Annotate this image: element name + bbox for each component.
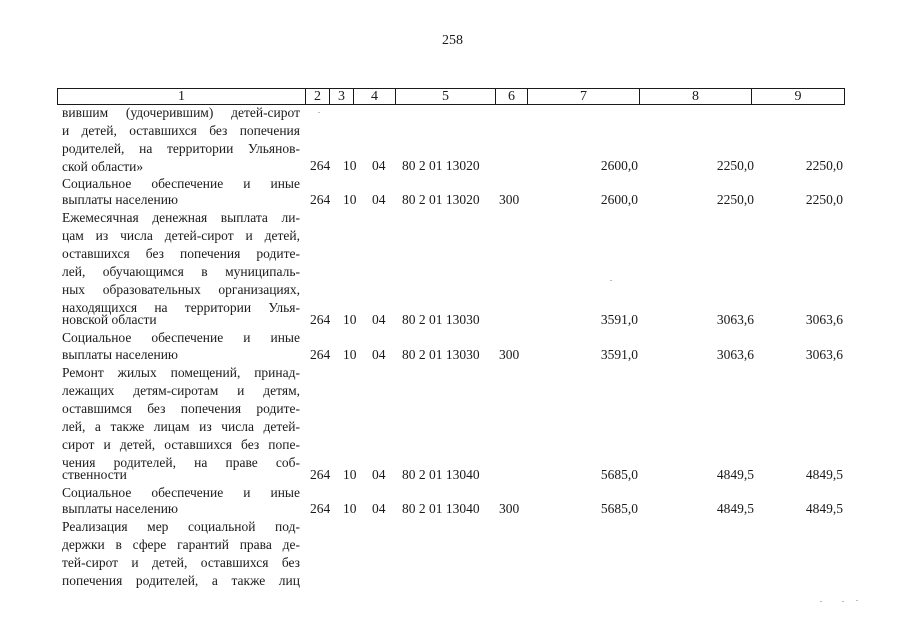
description-line: оставшимся без попечения родите- bbox=[62, 401, 300, 416]
description-line: сирот и детей, оставшихся без попе- bbox=[62, 437, 300, 452]
section-code: 10 bbox=[343, 158, 357, 173]
header-col-5: 5 bbox=[396, 89, 496, 104]
table-header-row bbox=[57, 88, 845, 105]
scan-speck bbox=[318, 112, 320, 113]
target-article-code: 80 2 01 13040 bbox=[402, 501, 480, 516]
description-line: лей, а также лицам из числа детей- bbox=[62, 419, 300, 434]
description-line: лей, обучающимся в муниципаль- bbox=[62, 264, 300, 279]
section-code: 10 bbox=[343, 312, 357, 327]
admin-code: 264 bbox=[310, 158, 331, 173]
description-line: Реализация мер социальной под- bbox=[62, 519, 300, 534]
admin-code: 264 bbox=[310, 347, 331, 362]
description-line: выплаты населению bbox=[62, 192, 179, 207]
amount-col-8: 3063,6 bbox=[716, 347, 754, 362]
section-code: 10 bbox=[343, 192, 357, 207]
description-line: Ремонт жилых помещений, принад- bbox=[62, 365, 300, 380]
header-col-1: 1 bbox=[58, 89, 306, 104]
section-code: 10 bbox=[343, 501, 357, 516]
description-line: лежащих детям-сиротам и детям, bbox=[62, 383, 300, 398]
target-article-code: 80 2 01 13030 bbox=[402, 312, 480, 327]
amount-col-8: 4849,5 bbox=[716, 501, 754, 516]
scan-speck bbox=[610, 280, 612, 281]
page-number: 258 bbox=[442, 33, 463, 48]
description-line: Ежемесячная денежная выплата ли- bbox=[62, 210, 300, 225]
amount-col-9: 4849,5 bbox=[805, 501, 843, 516]
scan-speck bbox=[820, 601, 822, 602]
scan-speck bbox=[842, 601, 844, 602]
subsection-code: 04 bbox=[372, 192, 386, 207]
amount-col-7: 3591,0 bbox=[600, 347, 638, 362]
description-line: вившим (удочерившим) детей-сирот bbox=[62, 105, 300, 120]
amount-col-7: 5685,0 bbox=[600, 467, 638, 482]
amount-col-9: 3063,6 bbox=[805, 312, 843, 327]
description-line: держки в сфере гарантий права де- bbox=[62, 537, 300, 552]
admin-code: 264 bbox=[310, 467, 331, 482]
amount-col-9: 3063,6 bbox=[805, 347, 843, 362]
description-line: попечения родителей, а также лиц bbox=[62, 573, 300, 588]
description-line: новской области bbox=[62, 312, 157, 327]
subsection-code: 04 bbox=[372, 501, 386, 516]
description-line: ской области» bbox=[62, 159, 144, 174]
amount-col-7: 2600,0 bbox=[600, 192, 638, 207]
subsection-code: 04 bbox=[372, 158, 386, 173]
amount-col-8: 4849,5 bbox=[716, 467, 754, 482]
header-col-8: 8 bbox=[640, 89, 752, 104]
header-col-4: 4 bbox=[354, 89, 396, 104]
header-col-6: 6 bbox=[496, 89, 528, 104]
description-line: родителей, на территории Ульянов- bbox=[62, 141, 300, 156]
admin-code: 264 bbox=[310, 312, 331, 327]
amount-col-7: 3591,0 bbox=[600, 312, 638, 327]
subsection-code: 04 bbox=[372, 347, 386, 362]
subsection-code: 04 bbox=[372, 467, 386, 482]
subsection-code: 04 bbox=[372, 312, 386, 327]
amount-col-9: 4849,5 bbox=[805, 467, 843, 482]
section-code: 10 bbox=[343, 467, 357, 482]
amount-col-7: 2600,0 bbox=[600, 158, 638, 173]
target-article-code: 80 2 01 13040 bbox=[402, 467, 480, 482]
target-article-code: 80 2 01 13020 bbox=[402, 192, 480, 207]
target-article-code: 80 2 01 13030 bbox=[402, 347, 480, 362]
description-line: Социальное обеспечение и иные bbox=[62, 330, 300, 345]
header-col-9: 9 bbox=[794, 89, 802, 104]
description-line: цам из числа детей-сирот и детей, bbox=[62, 228, 300, 243]
amount-col-9: 2250,0 bbox=[805, 192, 843, 207]
scan-speck bbox=[856, 600, 858, 601]
admin-code: 264 bbox=[310, 501, 331, 516]
section-code: 10 bbox=[343, 347, 357, 362]
amount-col-8: 3063,6 bbox=[716, 312, 754, 327]
amount-col-8: 2250,0 bbox=[716, 158, 754, 173]
admin-code: 264 bbox=[310, 192, 331, 207]
description-line: Социальное обеспечение и иные bbox=[62, 176, 300, 191]
description-line: ственности bbox=[62, 467, 127, 482]
amount-col-9: 2250,0 bbox=[805, 158, 843, 173]
description-line: выплаты населению bbox=[62, 501, 179, 516]
description-line: находящихся на территории Улья- bbox=[62, 300, 300, 315]
expense-type-code: 300 bbox=[499, 501, 520, 516]
description-line: оставшихся без попечения родите- bbox=[62, 246, 300, 261]
description-line: выплаты населению bbox=[62, 347, 179, 362]
target-article-code: 80 2 01 13020 bbox=[402, 158, 480, 173]
expense-type-code: 300 bbox=[499, 192, 520, 207]
description-line: чения родителей, на праве соб- bbox=[62, 455, 300, 470]
description-line: тей-сирот и детей, оставшихся без bbox=[62, 555, 300, 570]
amount-col-8: 2250,0 bbox=[716, 192, 754, 207]
expense-type-code: 300 bbox=[499, 347, 520, 362]
description-line: Социальное обеспечение и иные bbox=[62, 485, 300, 500]
header-col-7: 7 bbox=[528, 89, 640, 104]
header-col-2: 2 bbox=[306, 89, 330, 104]
amount-col-7: 5685,0 bbox=[600, 501, 638, 516]
description-line: ных образовательных организациях, bbox=[62, 282, 300, 297]
header-col-3: 3 bbox=[330, 89, 354, 104]
description-line: и детей, оставшихся без попечения bbox=[62, 123, 300, 138]
